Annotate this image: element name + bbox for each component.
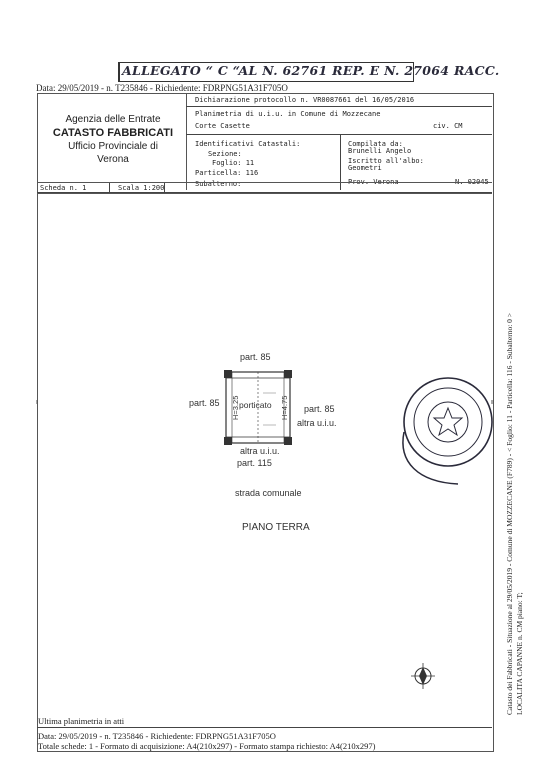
plan-label-altra-right: altra u.i.u. [297,418,337,428]
plan-label-altra-bottom: altra u.i.u. [240,446,280,456]
catasto-title: CATASTO FABBRICATI [52,127,174,139]
side-caption-line1: Catasto dei Fabbricati - Situazione al 29/05/2019 - Comune di MOZZECANE (F789) - < Foglio: 11 - Particella: 116 - Subalterno: 0 > [505,312,514,715]
side-caption-line2: LOCALITA CAPANNE n. CM piano: T; [515,592,524,715]
albo-value: Geometri [348,164,382,172]
agency-name: Agenzia delle Entrate [65,114,161,125]
notary-seal [403,378,492,484]
north-compass [411,663,435,689]
footer-date-line: Data: 29/05/2019 - n. T235846 - Richiedente: FDRPNG51A31F705O [38,731,276,741]
particella-line: Particella: 116 [195,169,259,177]
scala-value: Scala 1:200 [118,184,165,192]
divider [37,727,492,728]
plan-label-strada: strada comunale [235,488,302,498]
compiler-name: Brunelli Angelo [348,147,412,155]
plan-label-part85-left: part. 85 [189,398,220,408]
plan-label-height-left: H=3.25 [231,395,240,420]
plan-label-height-right: H=4.75 [280,395,289,420]
planimetria-line: Planimetria di u.i.u. in Comune di Mozzecane [195,110,381,118]
ufficio-label: Ufficio Provinciale di [68,141,158,152]
iscritto-label: Iscritto all'albo: [348,157,424,165]
allegato-stamp-text: ALLEGATO “ C “AL N. 62761 REP. E N. 27064 RACC. [122,63,500,78]
footer-last-plan: Ultima planimetria in atti [38,716,125,726]
compiler-title: Compilata da: [348,140,403,148]
plan-label-porticato: porticato [239,400,272,410]
subalterno-line: Subalterno: [195,180,242,188]
sezione-line: Sezione: [208,150,242,158]
footer-totals: Totale schede: 1 - Formato di acquisizione: A4(210x297) - Formato stampa richiesto: A4(210x297) [38,741,376,751]
protocol-line: Dichiarazione protocollo n. VR0087661 del 16/05/2016 [195,96,415,104]
address-line: Corte Casette [195,122,250,130]
header-date-line: Data: 29/05/2019 - n. T235846 - Richiedente: FDRPNG51A31F705O [36,83,288,93]
identifiers-title: Identificativi Catastali: [195,140,301,148]
registration-number: N. 02045 [455,178,489,186]
scheda-number: Scheda n. 1 [40,184,87,192]
plan-label-part115: part. 115 [237,458,272,468]
plan-label-piano: PIANO TERRA [242,522,310,533]
plan-label-part85-top: part. 85 [240,352,271,362]
province-value: Prov. Verona [348,178,399,186]
civico-line: civ. CM [433,122,463,130]
ufficio-city: Verona [97,154,129,165]
plan-label-part85-right: part. 85 [304,404,335,414]
foglio-line: Foglio: 11 [212,159,255,167]
